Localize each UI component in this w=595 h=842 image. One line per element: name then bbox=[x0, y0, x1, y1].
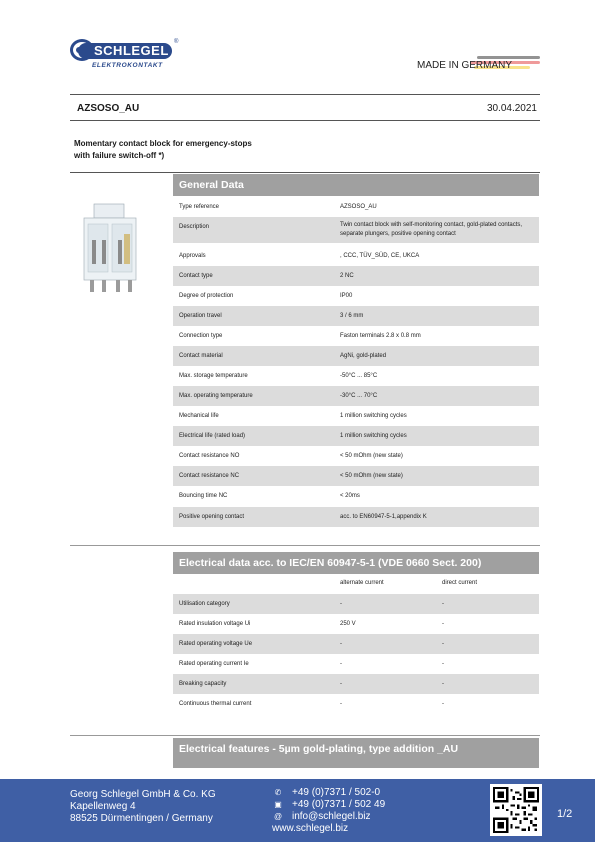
row-value-dc: - bbox=[442, 621, 444, 627]
email-line bbox=[272, 811, 385, 823]
col-header-ac: alternate current bbox=[340, 580, 384, 586]
row-label: Max. storage temperature bbox=[179, 373, 248, 379]
row-label: Type reference bbox=[179, 204, 220, 210]
title-line-2: with failure switch-off *) bbox=[74, 151, 165, 160]
row-value: -50°C ... 85°C bbox=[340, 373, 378, 379]
section-divider bbox=[70, 545, 540, 546]
logo-name: SCHLEGEL bbox=[94, 43, 169, 58]
row-label: Bouncing time NC bbox=[179, 493, 228, 499]
section-electrical-data: Electrical data acc. to IEC/EN 60947-5-1 (VDE 0660 Sect. 200) bbox=[173, 552, 539, 574]
row-value: Twin contact block with self-monitoring contact, gold-plated contacts, separate plungers, positive opening contact bbox=[340, 222, 523, 237]
row-label: Operation travel bbox=[179, 313, 222, 319]
phone-icon: ✆ bbox=[274, 788, 282, 797]
title-line-1: Momentary contact block for emergency-stops bbox=[74, 139, 252, 148]
row-label: Mechanical life bbox=[179, 413, 219, 419]
table-row bbox=[173, 266, 539, 286]
row-label: Degree of protection bbox=[179, 293, 234, 299]
fax-icon: ▣ bbox=[274, 800, 282, 809]
footer-contact bbox=[272, 787, 385, 835]
table-row bbox=[173, 674, 539, 694]
row-label: Continuous thermal current bbox=[179, 701, 252, 707]
table-row bbox=[173, 634, 539, 654]
row-label: Contact resistance NC bbox=[179, 473, 240, 479]
row-value: < 20ms bbox=[340, 493, 360, 499]
table-row bbox=[173, 286, 539, 306]
row-value: 1 million switching cycles bbox=[340, 413, 407, 419]
fax: +49 (0)7371 / 502 49 bbox=[292, 799, 386, 810]
doc-date: 30.04.2021 bbox=[486, 103, 537, 114]
email[interactable]: info@schlegel.biz bbox=[292, 811, 371, 822]
city: 88525 Dürmentingen / Germany bbox=[70, 813, 213, 824]
product-title bbox=[74, 138, 334, 162]
section-general-data: General Data bbox=[173, 174, 539, 196]
row-value-ac: - bbox=[340, 701, 342, 707]
row-value: , CCC, TÜV_SÜD, CE, UKCA bbox=[340, 253, 420, 259]
title-divider bbox=[70, 172, 540, 173]
row-label: Contact type bbox=[179, 273, 213, 279]
footer-address bbox=[70, 789, 216, 825]
row-value: < 50 mOhm (new state) bbox=[340, 453, 403, 459]
row-value-dc: - bbox=[442, 661, 444, 667]
row-value-dc: - bbox=[442, 681, 444, 687]
table-row bbox=[173, 306, 539, 326]
website[interactable]: www.schlegel.biz bbox=[272, 823, 349, 834]
header-divider-2 bbox=[70, 120, 540, 121]
row-value: 2 NC bbox=[340, 273, 354, 279]
doc-code: AZSOSO_AU bbox=[77, 103, 140, 114]
email-icon: @ bbox=[273, 812, 283, 821]
phone[interactable]: +49 (0)7371 / 502-0 bbox=[292, 787, 381, 798]
row-value: Faston terminals 2.8 x 0.8 mm bbox=[340, 333, 421, 339]
table-row bbox=[173, 197, 539, 217]
table-row bbox=[173, 507, 539, 527]
table-header-row bbox=[173, 575, 539, 591]
header-divider bbox=[70, 94, 540, 95]
made-in-germany: MADE IN GERMANY bbox=[417, 60, 513, 71]
row-value: -30°C ... 70°C bbox=[340, 393, 378, 399]
row-value-ac: - bbox=[340, 681, 342, 687]
row-value-dc: - bbox=[442, 701, 444, 707]
section-electrical-features: Electrical features - 5µm gold-plating, type addition _AU bbox=[173, 738, 539, 768]
row-value: AgNi, gold-plated bbox=[340, 353, 387, 359]
row-label: Max. operating temperature bbox=[179, 393, 253, 399]
table-row bbox=[173, 466, 539, 486]
row-label: Rated operating voltage Ue bbox=[179, 641, 253, 647]
row-label: Connection type bbox=[179, 333, 223, 339]
table-row bbox=[173, 217, 539, 243]
table-row bbox=[173, 694, 539, 714]
row-value: 1 million switching cycles bbox=[340, 433, 407, 439]
row-value: < 50 mOhm (new state) bbox=[340, 473, 403, 479]
table-row bbox=[173, 366, 539, 386]
row-label: Contact resistance NO bbox=[179, 453, 240, 459]
row-value-ac: 250 V bbox=[340, 621, 356, 627]
logo-registered-mark: ® bbox=[174, 39, 179, 45]
fax-line bbox=[272, 799, 385, 811]
table-row bbox=[173, 594, 539, 614]
table-row bbox=[173, 614, 539, 634]
row-value: IP00 bbox=[340, 293, 353, 299]
table-row bbox=[173, 326, 539, 346]
product-image bbox=[72, 200, 152, 300]
table-row bbox=[173, 654, 539, 674]
page-number: 1/2 bbox=[557, 808, 573, 820]
row-label: Rated operating current Ie bbox=[179, 661, 249, 667]
table-row bbox=[173, 486, 539, 506]
row-value-ac: - bbox=[340, 661, 342, 667]
row-value-ac: - bbox=[340, 601, 342, 607]
phone-line bbox=[272, 787, 385, 799]
table-row bbox=[173, 246, 539, 266]
table-row bbox=[173, 426, 539, 446]
table-row bbox=[173, 446, 539, 466]
row-value: acc. to EN60947-5-1,appendix K bbox=[340, 514, 427, 520]
row-label: Contact material bbox=[179, 353, 223, 359]
table-row bbox=[173, 346, 539, 366]
row-label: Rated insulation voltage Ui bbox=[179, 621, 251, 627]
row-value-dc: - bbox=[442, 641, 444, 647]
col-header-dc: direct current bbox=[442, 580, 478, 586]
table-row bbox=[173, 406, 539, 426]
row-value: 3 / 6 mm bbox=[340, 313, 364, 319]
web-line bbox=[272, 823, 385, 835]
company-name: Georg Schlegel GmbH & Co. KG bbox=[70, 789, 216, 800]
row-label: Positive opening contact bbox=[179, 514, 245, 520]
section-divider bbox=[70, 735, 540, 736]
row-value: AZSOSO_AU bbox=[340, 204, 377, 210]
row-label: Breaking capacity bbox=[179, 681, 227, 687]
row-label: Utilisation category bbox=[179, 601, 230, 607]
logo-subtitle: ELEKTROKONTAKT bbox=[92, 62, 163, 69]
row-value-dc: - bbox=[442, 601, 444, 607]
footer bbox=[0, 779, 595, 842]
qr-code bbox=[490, 784, 542, 836]
row-label: Electrical life (rated load) bbox=[179, 433, 246, 439]
row-label: Description bbox=[179, 224, 210, 230]
row-label: Approvals bbox=[179, 253, 206, 259]
schlegel-logo bbox=[70, 39, 180, 72]
street: Kapellenweg 4 bbox=[70, 801, 136, 812]
table-row bbox=[173, 386, 539, 406]
logo-oval-icon bbox=[70, 39, 94, 61]
row-value-ac: - bbox=[340, 641, 342, 647]
